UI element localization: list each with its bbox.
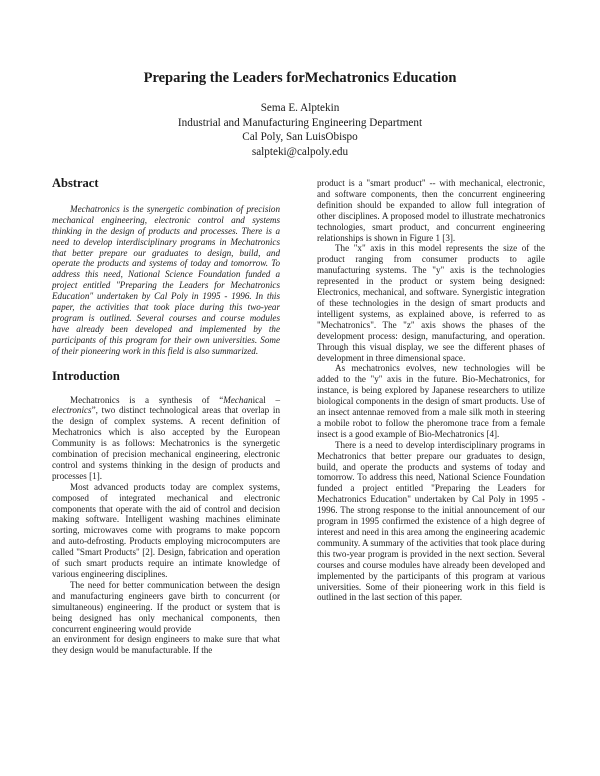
author-name: Sema E. Alptekin bbox=[260, 102, 340, 114]
right-paragraph-2: The "x" axis in this model represents the size of the product ranging from consumer products to agile manufacturing systems. The "y" axis is the technologies represented in the product or system being designed: Electronics, mechanical, and software. Synergistic integration of these technologies in the design of smart products and intelligent systems, as explained above, is referred to as "Mechatronics". The "z" axis shows the phases of the development process: design, manufacturing, and operation. Through this visual display, we see the different phases of development in three dimensional space. bbox=[317, 243, 545, 363]
intro-p1-mech: Mechan bbox=[223, 394, 253, 405]
abstract-section bbox=[52, 178, 280, 357]
right-paragraph-4: There is a need to develop interdisciplinary programs in Mechatronics that better prepare our graduates to design, build, and operate the products and systems of today and tomorrow. To address this need, National Science Foundation funded a project entitled "Preparing the Leaders for Mechatronics Education" undertaken by Cal Poly in 1995 - 1996. The strong response to the initial announcement of our program in 1995 confirmed the existence of a high degree of interest and need in this area among the engineering academic community. A summary of the activities that took place during this two-year program is provided in the next section. Several courses and course modules have already been developed and implemented by the participants of this program at various universities. Some of their pioneering work in this field is outlined in the last section of this paper. bbox=[317, 439, 545, 603]
intro-paragraph-2: Most advanced products today are complex systems, composed of integrated mechanical and electronic components that operate with the aid of control and decision making software. Intelligent washing machines eliminate sorting, microwaves come with programs to make popcorn and auto-defrosting. Products employing microcomputers are called "Smart Products" [2]. Design, fabrication and operation of such smart products require an intimate knowledge of various engineering disciplines. bbox=[52, 481, 280, 579]
intro-p1-mid: ical – bbox=[252, 394, 280, 405]
intro-paragraph-4: an environment for design engineers to make sure that what they design would be manufacturable. If the bbox=[52, 634, 280, 656]
intro-p1-before: Mechatronics is a synthesis of “ bbox=[70, 394, 224, 405]
intro-paragraph-3: The need for better communication between the design and manufacturing engineers gave birth to concurrent (or simultaneous) engineering. If the product or system that is being designed has only mechanical components, then concurrent engineering would provide bbox=[52, 579, 280, 634]
right-paragraph-1: product is a "smart product" -- with mechanical, electronic, and software components, then the concurrent engineering definition should be expanded to allow full integration of other disciplines. A proposed model to illustrate mechatronics technologies, smart product, and concurrent engineering relationships is shown in Figure 1 [3]. bbox=[317, 178, 545, 243]
intro-p1-after: ”, two distinct technological areas that overlap in the design of complex systems. A recent definition of Mechatronics which is also accepted by the European Community is as follows: Mechatronics is the synergetic combination of precision mechanical engineering, electronic control and systems thinking in the design of products and processes [1]. bbox=[52, 405, 280, 481]
introduction-section bbox=[52, 368, 280, 657]
left-column bbox=[52, 178, 280, 656]
author-department: Industrial and Manufacturing Engineering Department bbox=[177, 116, 423, 129]
intro-paragraph-1 bbox=[52, 395, 280, 482]
right-column bbox=[317, 178, 545, 603]
author-institution: Cal Poly, San LuisObispo bbox=[242, 131, 358, 143]
paper-title: Preparing the Leaders forMechatronics Education bbox=[143, 70, 457, 86]
abstract-text: Mechatronics is the synergetic combination of precision mechanical engineering, electronic control and systems thinking in the design of products and processes. There is a need to develop interdisciplinary programs in Mechatronics that better prepare our graduates to design, build, and operate the products and systems of today and tomorrow. To address this need, National Science Foundation funded a project entitled "Preparing the Leaders for Mechatronics Education" undertaken by Cal Poly in 1995 - 1996. In this paper, the activities that took place during this two-year program is outlined. Several courses and course modules have already been developed and implemented by the participants of this program for their own universities. Some of their pioneering work in this field is also summarized. bbox=[52, 203, 280, 356]
right-paragraph-3: As mechatronics evolves, new technologies will be added to the "y" axis in the future. Bio-Mechatronics, for instance, is being explored by Japanese researchers to utilize biological components in the design of smart products. Use of an insect antennae removed from a male silk moth in steering a mobile robot to follow the pheromone trace from a female insect is a good example of Bio-Mechatronics [4]. bbox=[317, 363, 545, 439]
abstract-heading: Abstract bbox=[52, 176, 99, 190]
introduction-heading: Introduction bbox=[52, 368, 120, 383]
author-email: salpteki@calpoly.edu bbox=[251, 145, 349, 158]
paper-header bbox=[0, 70, 600, 159]
intro-p1-elec: electronics bbox=[52, 405, 92, 416]
